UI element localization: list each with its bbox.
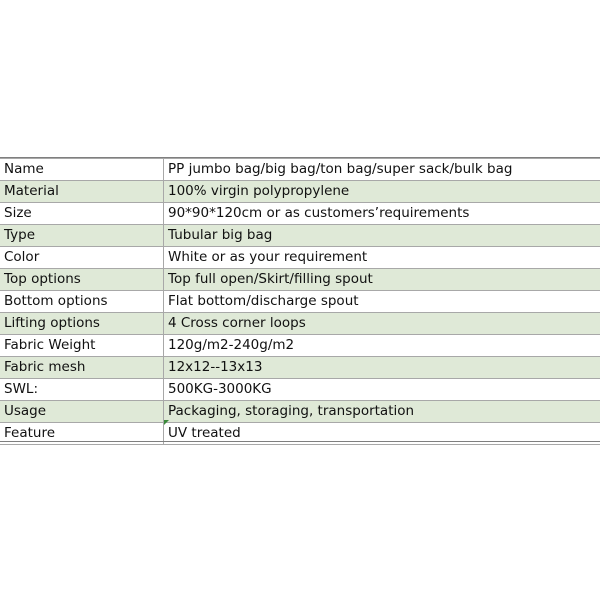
row-label-bottom-options: Bottom options (0, 291, 164, 313)
row-label-name: Name (0, 159, 164, 181)
row-value-lifting-options: 4 Cross corner loops (164, 313, 600, 335)
table-row (0, 203, 600, 225)
row-label-fabric-weight: Fabric Weight (0, 335, 164, 357)
row-value-type: Tubular big bag (164, 225, 600, 247)
table-row (0, 159, 600, 181)
row-value-feature: UV treated (164, 423, 600, 445)
row-label-lifting-options: Lifting options (0, 313, 164, 335)
row-label-material: Material (0, 181, 164, 203)
row-label-type: Type (0, 225, 164, 247)
product-spec-table (0, 158, 600, 445)
table-row (0, 225, 600, 247)
table-row (0, 313, 600, 335)
row-value-swl: 500KG-3000KG (164, 379, 600, 401)
row-value-fabric-mesh: 12x12--13x13 (164, 357, 600, 379)
table-row (0, 291, 600, 313)
row-label-fabric-mesh: Fabric mesh (0, 357, 164, 379)
row-label-usage: Usage (0, 401, 164, 423)
row-value-color: White or as your requirement (164, 247, 600, 269)
table-row (0, 357, 600, 379)
row-label-size: Size (0, 203, 164, 225)
table-row (0, 181, 600, 203)
table-bottom-border (0, 441, 600, 442)
row-label-top-options: Top options (0, 269, 164, 291)
table-row (0, 269, 600, 291)
cell-comment-marker-icon (164, 420, 169, 425)
row-value-size: 90*90*120cm or as customers’requirements (164, 203, 600, 225)
row-label-color: Color (0, 247, 164, 269)
row-label-feature: Feature (0, 423, 164, 445)
row-value-material: 100% virgin polypropylene (164, 181, 600, 203)
table-row (0, 247, 600, 269)
row-value-name: PP jumbo bag/big bag/ton bag/super sack/bulk bag (164, 159, 600, 181)
table-row (0, 401, 600, 423)
table-row (0, 335, 600, 357)
table-row (0, 379, 600, 401)
row-label-swl: SWL: (0, 379, 164, 401)
row-value-fabric-weight: 120g/m2-240g/m2 (164, 335, 600, 357)
row-value-bottom-options: Flat bottom/discharge spout (164, 291, 600, 313)
row-value-top-options: Top full open/Skirt/filling spout (164, 269, 600, 291)
row-value-usage: Packaging, storaging, transportation (164, 401, 600, 423)
